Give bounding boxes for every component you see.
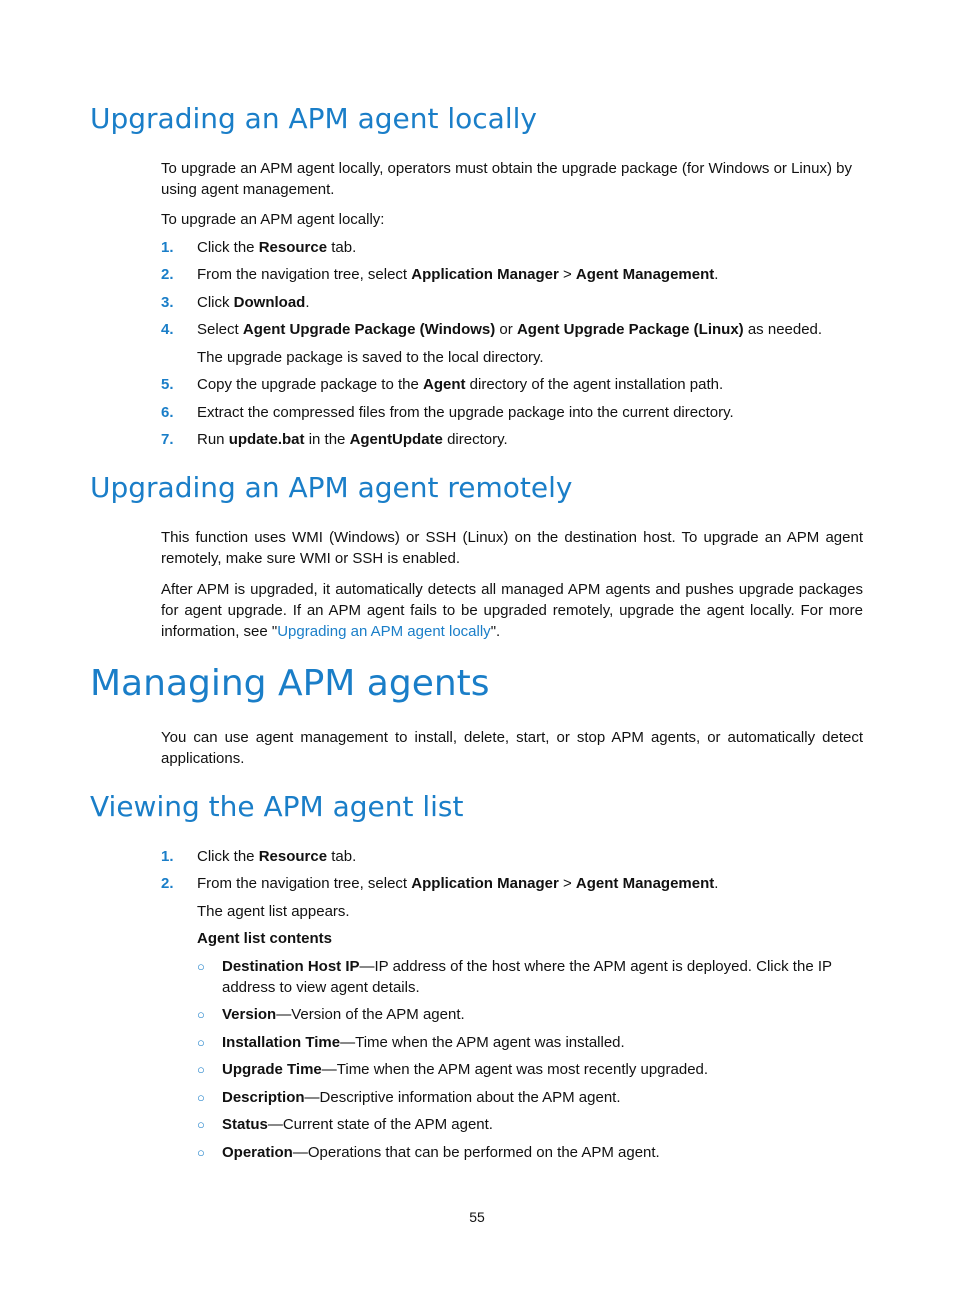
heading-upgrade-remotely: Upgrading an APM agent remotely	[90, 471, 573, 504]
heading-viewing-list: Viewing the APM agent list	[90, 790, 464, 823]
step-note: The upgrade package is saved to the local directory.	[197, 349, 544, 366]
step-number: 1.	[161, 848, 174, 865]
heading-managing-agents: Managing APM agents	[90, 663, 490, 704]
page-number: 55	[469, 1209, 485, 1225]
paragraph-intro-lead: To upgrade an APM agent locally:	[161, 211, 385, 228]
circle-bullet-icon: ○	[197, 1117, 205, 1132]
link-upgrade-locally[interactable]: Upgrading an APM agent locally	[277, 623, 491, 640]
list-heading: Agent list contents	[197, 930, 333, 947]
circle-bullet-icon: ○	[197, 1062, 205, 1077]
circle-bullet-icon: ○	[197, 959, 205, 974]
circle-bullet-icon: ○	[197, 1007, 205, 1022]
step-number: 5.	[161, 376, 174, 393]
circle-bullet-icon: ○	[197, 1090, 205, 1105]
paragraph-managing: You can use agent management to install, delete, start, or stop APM agents, or automatically detect applications.	[161, 729, 863, 767]
paragraph-intro: To upgrade an APM agent locally, operators must obtain the upgrade package (for Windows or Linux) by using agent management.	[161, 160, 852, 198]
step-number: 2.	[161, 266, 174, 283]
circle-bullet-icon: ○	[197, 1145, 205, 1160]
paragraph-remote-1: This function uses WMI (Windows) or SSH (Linux) on the destination host. To upgrade an APM agent remotely, make sure WMI or SSH is enabled.	[161, 529, 863, 567]
step-number: 4.	[161, 321, 174, 338]
step-number: 2.	[161, 875, 174, 892]
step-number: 7.	[161, 431, 174, 448]
document-page: Upgrading an APM agent locally To upgrade an APM agent locally, operators must obtain the upgrade package (for Windows or Linux) by using agent management. To upgrade an APM agent locally: 1. Click the Resource tab. 2. From the navigation tree, select Application Manager > Agent Management. 3. Click Download. 4. Select Agent Upgrade Package (Windows) or Agent Upgrade Package (Linux) as needed. The upgrade package is saved to the local directory. 5. Copy the upgrade package to the Agent directory of the agent installation path. 6. Extract the compressed files from the upgrade package into the current directory. 7. Run update.bat in the AgentUpdate directory. Upgrading an APM agent remotely This function uses WMI (Windows) or SSH (Linux) on the destination host. To upgrade an APM agent remotely, make sure WMI or SSH is enabled. After APM is upgraded, it automatically detects all managed APM agents and pushes upgrade packages for agent upgrade. If an APM agent fails to be upgraded remotely, upgrade the agent locally. For more information, see "Upgrading an APM agent locally". Managing APM agents You can use agent management to install, delete, start, or stop APM agents, or automatically detect applications. Viewing the APM agent list 1. Click the Resource tab. 2. From the navigation tree, select Application Manager > Agent Management. The agent list appears. Agent list contents ○ Destination Host IP—IP address of the host where the APM agent is deployed. Click the IP address to view agent details. ○ Version—Version of the APM agent. ○ Installation Time—Time when the APM agent was installed. ○ Upgrade Time—Time when the APM agent was most recently upgraded. ○ Description—Descriptive information about the APM agent. ○ Status—Current state of the APM agent. ○ Operation—Operations that can be performed on the APM agent. 55	[0, 0, 954, 1296]
step-number: 6.	[161, 404, 174, 421]
step-number: 3.	[161, 294, 174, 311]
step-note: The agent list appears.	[197, 903, 350, 920]
circle-bullet-icon: ○	[197, 1035, 205, 1050]
step-number: 1.	[161, 239, 174, 256]
paragraph-remote-2: After APM is upgraded, it automatically detects all managed APM agents and pushes upgrade packages for agent upgrade. If an APM agent fails to be upgraded remotely, upgrade the agent locally. For more information, see "Upgrading an APM agent locally".	[161, 581, 863, 640]
heading-upgrade-locally: Upgrading an APM agent locally	[90, 102, 537, 135]
